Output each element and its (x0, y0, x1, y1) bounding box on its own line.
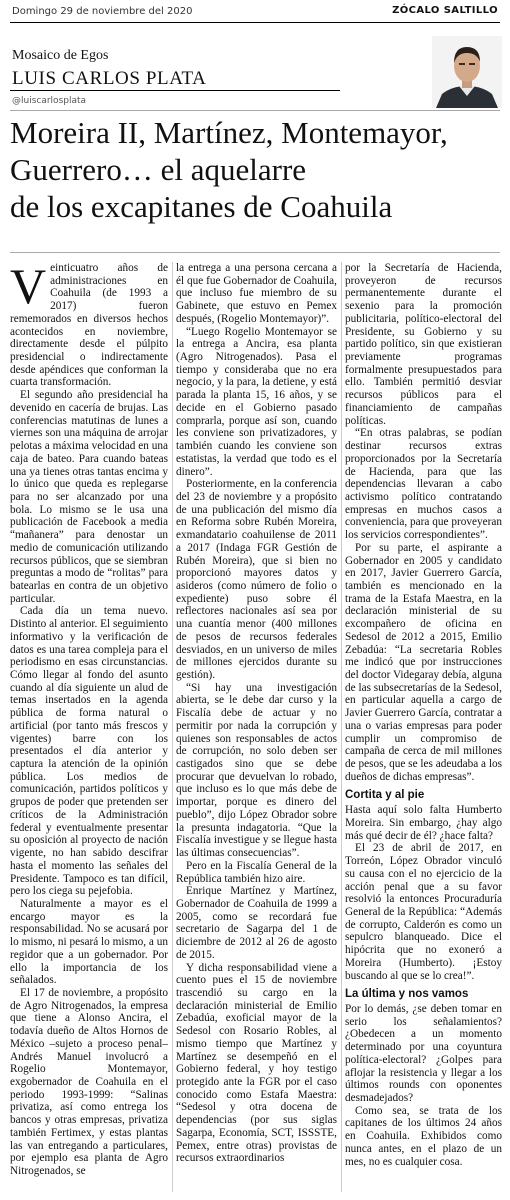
article-paragraph: Enrique Martínez y Martínez, Gobernador de Coahuila de 1999 a 2005, como se recordará fue secretario de Sagarpa del 1 de diciembre de 2012 al 26 de agosto de 2015. (176, 885, 337, 961)
section-subheading: La última y nos vamos (345, 988, 469, 1001)
headline (10, 114, 500, 225)
article-column-1 (10, 258, 168, 1178)
section-subheading: Cortita y al pie (345, 789, 425, 802)
article-paragraph: El segundo año presidencial ha devenido en cacería de brujas. Las conferencias matutinas de lunes a viernes son una máquina de arrojar pelotas a máxima velocidad en una caja de bateo. Para cuando bateas una ya tienes otras tantas encima y lo único que queda es replegarse para no ser alcanzado por una bola. Lo mismo se le usa una publicación de Facebook a media “mañanera” para denostar un medio de comunicación utilizando recursos públicos, que se siembran preguntas a modo de “rolitas” para batearlas en contra de un objetivo particular. (10, 389, 168, 605)
article-paragraph: la entrega a una persona cercana a él que fue Gobernador de Coahuila, que incluso fue miembro de su Gabinete, que estuvo en Pemex después, (Rogelio Montemayor)”. (176, 262, 337, 325)
article-paragraph: “Si hay una investigación abierta, se le debe dar curso y la Fiscalía debe de actuar y no permitir por nada la corrupción y quienes son responsables de actos de corrupción, no solo deben ser castigados sino que se debe procurar que devuelvan lo robado, que incluso es lo que más debe de importar, porque es dinero del pueblo”, dijo López Obrador sobre la presunta indagatoria. “Que la Fiscalía investigue y se llegue hasta las últimas consecuencias”. (176, 681, 337, 860)
article-paragraph: Hasta aquí solo falta Humberto Moreira. Sin embargo, ¿hay algo más qué decir de él? ¿hace falta? (345, 804, 502, 842)
article-paragraph: Por su parte, el aspirante a Gobernador en 2005 y candidato en 2017, Javier Guerrero García, también es mencionado en la trama de la Estafa Maestra, en la declaración ministerial de su excompañero de oficina en Sedesol de 2012 a 2015, Emilio Zebadúa: “La secretaria Robles me indicó que por instrucciones del doctor Videgaray debía, alguna de las subsecretarías de la Sedesol, en particular aquella a cargo de Javier Guerrero García, contratar a una o varias empresas para poder cumplir un compromiso de campaña de cerca de mil millones de pesos, que se les adeudaba a los dueños de dichas empresas”. (345, 541, 502, 783)
article-paragraph: “Luego Rogelio Montemayor se la entrega a Ancira, esa planta (Agro Nitrogenados). Pasa el tiempo y consideraba que no era negocio, y la para, la detiene, y está parada la planta 15, 16 años, y se decide en el Gobierno pasado comprarla, porque así son, cuando les conviene son privatizadores, y también cuando les conviene son estatistas, la verdad que todo es el dinero”. (176, 325, 337, 478)
article-paragraph: Por lo demás, ¿se deben tomar en serio los señalamientos? ¿Obedecen a un momento determinado por una coyuntura política-electoral? ¿Golpes para aflojar la resistencia y llegar a los últimos rounds con oponentes desmadejados? (345, 1002, 502, 1104)
headline-top-rule (10, 110, 500, 111)
article-paragraph: por la Secretaría de Hacienda, proveyeron de recursos permanentemente durante el sexenio para la promoción publicitaria, político-electoral del Presidente, su Gobierno y su partido político, sin que existieran previamente programas formalmente presupuestados para ello. También permitió desviar recursos públicos para el financiamiento de campañas políticas. (345, 262, 502, 427)
byline-rule (10, 90, 340, 91)
headline-line: Moreira II, Martínez, Montemayor, (10, 115, 448, 150)
article-column-3 (345, 262, 502, 1168)
paragraph-text: einticuatro años de administraciones en Coahuila (de 1993 a 2017) fueron rememorados en diversos hechos acontecidos en noviembre, directamente desde el púlpito presidencial o indirectamente desde apéndices que conforman la cuarta transformación. (10, 262, 168, 389)
article-paragraph (10, 258, 168, 389)
article-paragraph: “En otras palabras, se podían destinar recursos extras proporcionados por la Secretaría de Hacienda, para que las dependencias llevaran a cabo activismo político contratando empresas en muchos casos a conveniencia, para que proveyeran los servicios correspondientes”. (345, 427, 502, 542)
article-paragraph: Pero en la Fiscalía General de la República también hizo aire. (176, 859, 337, 885)
column-divider (341, 262, 342, 1192)
article-paragraph: Naturalmente a mayor es el encargo mayor es la responsabilidad. No se acusará por lo mismo, ni pesará lo mismo, a un regidor que a un gobernador. Por ello la importancia de los señalados. (10, 897, 168, 987)
headline-bottom-rule (10, 252, 500, 253)
article-paragraph: Y dicha responsabilidad viene a cuento pues el 15 de noviembre trascendió su cargo en la declaración ministerial de Emilio Zebadúa, exoficial mayor de la Sedesol con Rosario Robles, al mismo tiempo que Martínez y Martínez se desempeñó en el Gobierno federal, y hoy testigo protegido ante la FGR por el caso conocido como Estafa Maestra: “Sedesol y otra docena de dependencias (por sus siglas Sagarpa, Economía, SCT, ISSSTE, Pemex, entre otras) provistas de recursos extraordinarios (176, 961, 337, 1165)
author-name: LUIS CARLOS PLATA (12, 68, 207, 89)
author-handle: @luiscarlosplata (12, 96, 87, 106)
headline-line: de los excapitanes de Coahuila (10, 189, 393, 224)
article-paragraph: El 23 de abril de 2017, en Torreón, López Obrador vinculó su causa con el no ejercicio de la acción penal que a su favor resolvió la entonces Procuraduría General de la República: “Además de corrupto, Calderón es como un sepulcro blanqueado. Dice el hipócrita que no exoneró a Moreira (Humberto). ¡Estoy buscando al que se lo crea!”. (345, 842, 502, 982)
author-photo (432, 36, 502, 108)
column-name: Mosaico de Egos (12, 48, 109, 63)
article-paragraph: Posteriormente, en la conferencia del 23 de noviembre y a propósito de una publicación del mismo día en Reforma sobre Rubén Moreira, exmandatario coahuilense de 2011 a 2017 (Indaga FGR Gestión de Rubén Moreira), que si bien no proporcionó mayores datos y asideros (como número de folio o expediente) puso sobre él reflectores nacionales así sea por una cuantía menor (400 millones de pesos de recursos federales desviados, en un universo de miles de millones ejercidos durante su gestión). (176, 478, 337, 681)
article-paragraph: El 17 de noviembre, a propósito de Agro Nitrogenados, la empresa que tiene a Alonso Ancira, el todavía dueño de Altos Hornos de México –sujeto a proceso penal– Andrés Manuel involucró a Rogelio Montemayor, exgobernador de Coahuila en el periodo 1993-1999: “Salinas privatiza, así como entrega los bancos y otras empresas, privatiza también Fertimex, y estas plantas las van entregando a particulares, por ejemplo esa planta de Agro Nitrogenados, se (10, 986, 168, 1178)
column-divider (172, 262, 173, 1192)
page-header (0, 0, 510, 24)
header-rule (10, 22, 500, 23)
article-column-2 (176, 262, 337, 1165)
headline-line: Guerrero… el aquelarre (10, 152, 307, 187)
newspaper-name: ZÓCALO SALTILLO (392, 5, 498, 16)
issue-date: Domingo 29 de noviembre del 2020 (12, 6, 193, 17)
article-paragraph: Como sea, se trata de los capitanes de los últimos 24 años en Coahuila. Exhibidos como nunca antes, en el plazo de un mes, no es cualquier cosa. (345, 1104, 502, 1168)
drop-cap: V (10, 258, 47, 314)
article-paragraph: Cada día un tema nuevo. Distinto al anterior. El seguimiento informativo y la verificación de datos es una tarea compleja para el periodismo en esas circunstancias. Cómo llegar al fondo del asunto cuando al día siguiente un alud de temas insertados en la agenda pública de forma natural o artificial (por tanto más frescos y vigentes) barre con los presentados el día anterior y captura la atención de la opinión pública. Los medios de comunicación, partidos políticos y grupos de poder que pretenden ser críticos de la Administración federal y eventualmente presentar su oposición al proyecto de nación vigente, no han sabido descifrar hasta el momento las señales del Presidente. Tampoco es tan difícil, pero los ciega su pejefobia. (10, 605, 168, 898)
